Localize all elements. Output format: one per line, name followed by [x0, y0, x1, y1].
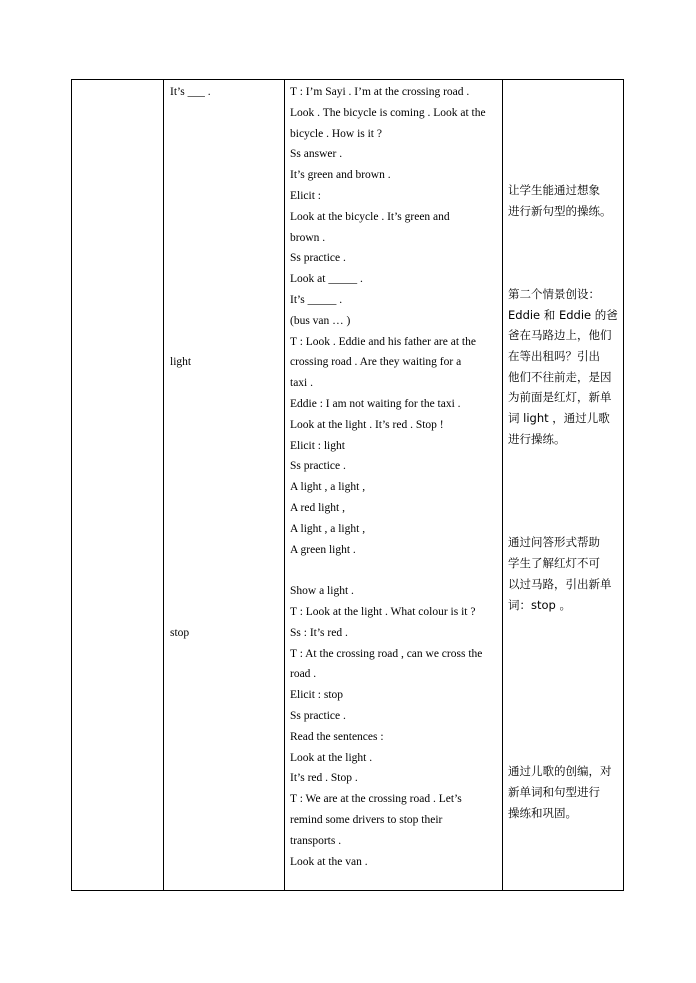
purpose-line: 新单词和句型进行 — [508, 785, 600, 799]
process-line: It’s green and brown . — [290, 169, 391, 182]
process-line: T : Look at the light . What colour is it ? — [290, 606, 476, 618]
purpose-line: 进行新句型的操练。 — [508, 204, 612, 218]
purpose-column — [502, 80, 624, 890]
purpose-line: 词 light ，通过儿歌 — [508, 411, 610, 425]
item-text: stop — [170, 627, 190, 639]
process-line: A light , a light , — [290, 522, 366, 535]
item-text: It’s ___ . — [170, 86, 211, 98]
process-line: A green light . — [290, 543, 356, 556]
purpose-line: Eddie 和 Eddie 的爸 — [508, 308, 618, 322]
purpose-line: 词：stop 。 — [508, 598, 571, 612]
process-line: Look at the bicycle . It’s green and — [290, 210, 450, 223]
process-line: Ss practice . — [290, 252, 346, 265]
process-line: Look at _____ . — [290, 273, 363, 286]
process-line: It’s red . Stop . — [290, 772, 358, 785]
process-line: Elicit : light — [290, 439, 345, 452]
process-line: bicycle . How is it ? — [290, 127, 382, 140]
process-line: crossing road . Are they waiting for a — [290, 356, 462, 369]
process-line: Ss practice . — [290, 710, 346, 722]
process-line: Look at the light . — [290, 751, 373, 764]
process-line: A red light , — [290, 502, 345, 514]
process-line: It’s _____ . — [290, 294, 343, 306]
process-line: Ss practice . — [290, 460, 346, 473]
purpose-line: 为前面是红灯，新单 — [508, 390, 612, 404]
purpose-line: 以过马路，引出新单 — [508, 577, 612, 591]
purpose-line: 操练和巩固。 — [508, 806, 577, 820]
purpose-line: 他们不往前走，是因 — [508, 370, 612, 384]
item-text: light — [170, 356, 192, 368]
purpose-line: 爸在马路边上，他们 — [508, 328, 612, 342]
purpose-line: 在等出租吗？引出 — [508, 349, 600, 363]
process-line: Elicit : — [290, 190, 321, 202]
process-line: Look at the light . It’s red . Stop ! — [290, 418, 444, 431]
process-line: taxi . — [290, 377, 313, 390]
process-line: Ss : It’s red . — [290, 626, 348, 639]
process-line: Look . The bicycle is coming . Look at the — [290, 106, 486, 119]
purpose-line: 通过儿歌的创编，对 — [508, 764, 612, 778]
process-line: brown . — [290, 231, 326, 244]
process-line: Eddie : I am not waiting for the taxi . — [290, 398, 461, 410]
process-line: Ss answer . — [290, 148, 343, 161]
purpose-line: 第二个情景创设： — [508, 287, 600, 301]
process-line: transports . — [290, 834, 342, 847]
process-line: Read the sentences : — [290, 730, 384, 743]
process-line: (bus van … ) — [290, 314, 351, 327]
process-line: Show a light . — [290, 585, 354, 598]
blank-column — [72, 80, 163, 890]
process-column — [284, 80, 502, 890]
purpose-line: 通过问答形式帮助 — [508, 535, 600, 549]
purpose-line: 让学生能通过想象 — [508, 183, 600, 197]
process-line: A light , a light , — [290, 481, 366, 494]
process-line: Look at the van . — [290, 855, 368, 868]
process-line: remind some drivers to stop their — [290, 814, 443, 826]
process-line: Elicit : stop — [290, 689, 344, 702]
item-column — [163, 80, 284, 890]
purpose-line: 进行操练。 — [508, 432, 566, 446]
process-line: T : We are at the crossing road . Let’s — [290, 793, 462, 806]
lesson-table — [71, 79, 624, 891]
process-line: road . — [290, 668, 317, 681]
process-line: T : I’m Sayi . I’m at the crossing road . — [290, 86, 470, 98]
process-line: T : Look . Eddie and his father are at the — [290, 335, 476, 348]
purpose-line: 学生了解红灯不可 — [508, 556, 600, 570]
process-line: T : At the crossing road , can we cross the — [290, 647, 483, 660]
